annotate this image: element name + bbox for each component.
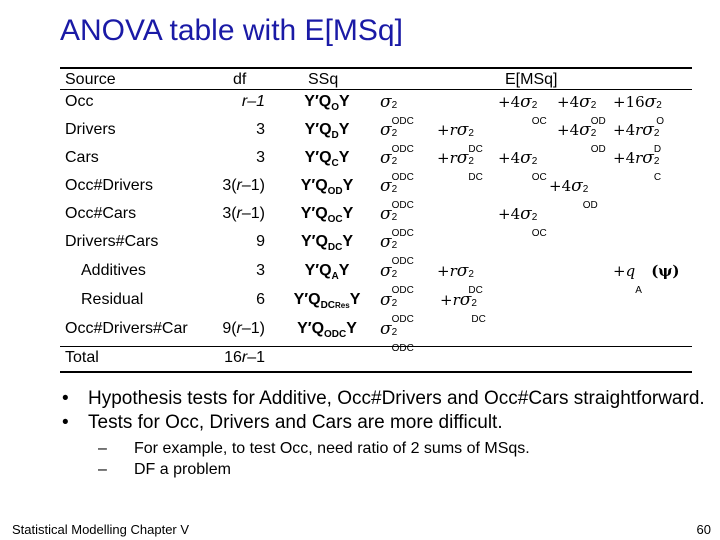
sub-bullet-list <box>62 438 712 480</box>
bullet-item: • Tests for Occ, Drivers and Cars are more difficult. <box>62 412 712 433</box>
row-source: Drivers <box>65 121 116 138</box>
row-source: Additives <box>81 262 146 279</box>
row-df: 3 <box>256 121 265 138</box>
row-df: 9(r–1) <box>222 320 265 337</box>
ems-term: σ 2 ODC <box>380 261 414 296</box>
row-df: 3(r–1) <box>222 205 265 222</box>
ems-term: +rσ 2 DC <box>437 148 483 183</box>
ems-term: σ 2 ODC <box>380 120 414 155</box>
row-df: 3 <box>256 262 265 279</box>
ems-term: +rσ 2 DC <box>437 120 483 155</box>
header-source: Source <box>65 71 116 88</box>
row-ssq: $Y'Q_{DCRes}Y$ <box>293 291 361 311</box>
ems-term: σ 2 ODC <box>380 319 414 354</box>
ems-term: σ 2 ODC <box>380 148 414 183</box>
header-emsq: E[MSq] <box>505 71 558 88</box>
table-bottom-rule <box>60 371 692 373</box>
row-df: 6 <box>256 291 265 308</box>
table-header-rule <box>60 89 692 90</box>
row-source: Occ#Cars <box>65 205 137 222</box>
ems-term: σ 2 ODC <box>380 176 414 211</box>
row-ssq: $Y'Q_DY$ <box>304 121 350 141</box>
ems-term: +16σ 2 O <box>613 92 665 127</box>
footer-text: Statistical Modelling Chapter V <box>12 522 190 537</box>
row-source: Occ <box>65 93 94 110</box>
ems-term: +4σ 2 OC <box>498 92 547 127</box>
ems-term: +4rσ 2 C <box>613 148 662 183</box>
row-source: Cars <box>65 149 99 166</box>
ems-term: +rσ 2 DC <box>440 290 486 325</box>
bullet-item: • Hypothesis tests for Additive, Occ#Drivers and Occ#Cars straightforward. <box>62 388 712 409</box>
ems-term: +4σ 2 OD <box>549 176 598 211</box>
ems-term: +4σ 2 OC <box>498 204 547 239</box>
table-top-rule <box>60 67 692 69</box>
ems-term: +rσ 2 DC <box>437 261 483 296</box>
bullet-list <box>62 388 712 480</box>
total-df: 16r–1 <box>224 349 265 366</box>
row-df: 9 <box>256 233 265 250</box>
row-df: r–1 <box>241 93 265 110</box>
ems-term: +q A (ψ) <box>613 262 680 296</box>
ems-term: σ 2 ODC <box>380 232 414 267</box>
total-source: Total <box>65 349 99 366</box>
ems-term: +4σ 2 OD <box>557 120 606 155</box>
ems-term: +4σ 2 OC <box>498 148 547 183</box>
row-source: Residual <box>81 291 144 308</box>
row-ssq: $Y'Q_CY$ <box>304 149 350 169</box>
row-ssq: $Y'Q_{ODC}Y$ <box>297 320 357 340</box>
ems-term: σ 2 ODC <box>380 204 414 239</box>
table-total-rule <box>60 346 692 347</box>
sub-bullet-item: – DF a problem <box>98 459 712 480</box>
row-source: Occ#Drivers <box>65 177 154 194</box>
page-number: 60 <box>696 522 711 537</box>
ems-term: +4rσ 2 D <box>613 120 662 155</box>
sub-bullet-item: – For example, to test Occ, need ratio of 2 sums of MSqs. <box>98 438 712 459</box>
header-ssq: SSq <box>308 71 339 88</box>
ems-term: σ 2 ODC <box>380 92 414 127</box>
row-source: Occ#Drivers#Car <box>65 320 188 337</box>
row-ssq: $Y'Q_{OD}Y$ <box>300 177 354 197</box>
row-ssq: $Y'Q_{OC}Y$ <box>300 205 354 225</box>
row-df: 3(r–1) <box>222 177 265 194</box>
ems-term: σ 2 ODC <box>380 290 414 325</box>
row-ssq: $Y'Q_AY$ <box>304 262 350 282</box>
ems-term: +4σ 2 OD <box>557 92 606 127</box>
header-df: df <box>233 71 247 88</box>
slide-title: ANOVA table with E[MSq] <box>60 14 403 47</box>
row-source: Drivers#Cars <box>65 233 159 250</box>
row-df: 3 <box>256 149 265 166</box>
row-ssq: $Y'Q_{DC}Y$ <box>300 233 354 253</box>
row-ssq: $Y'Q_OY$ <box>304 93 350 113</box>
